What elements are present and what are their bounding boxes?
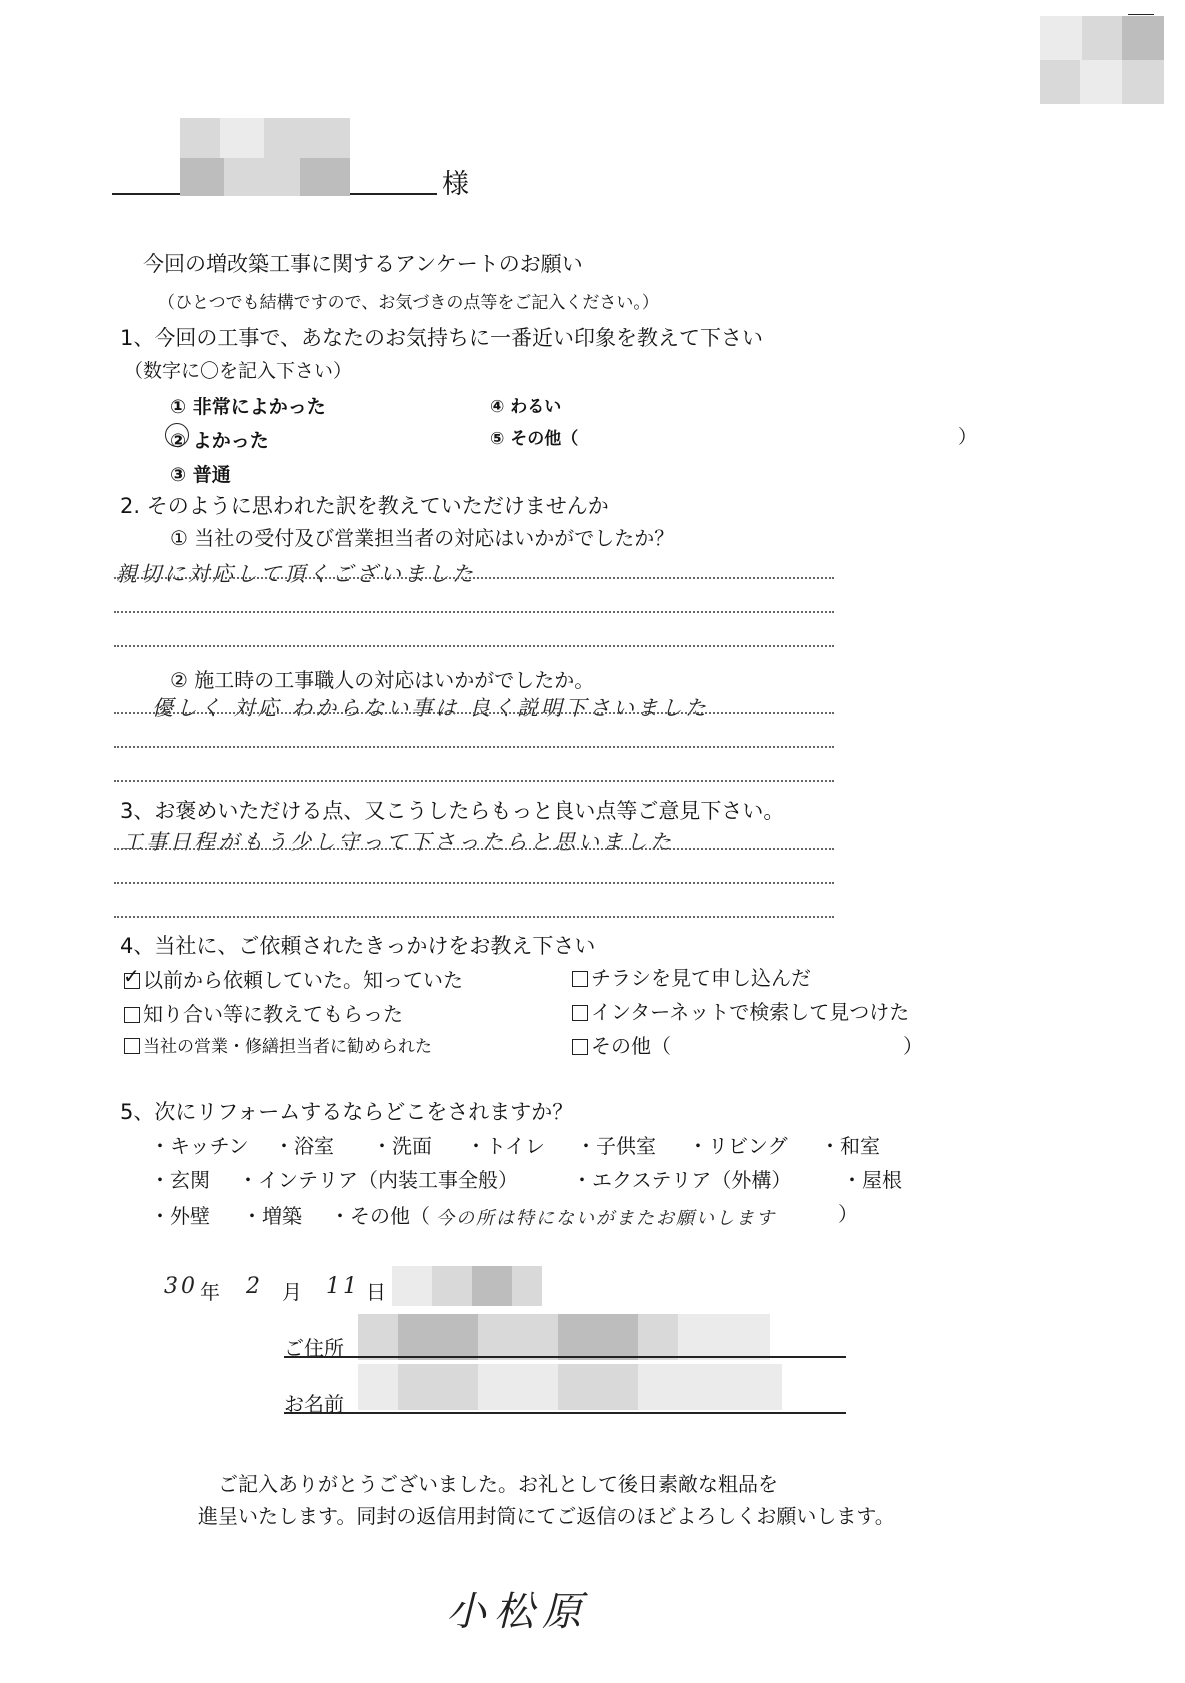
q5-item: ・リビング [688, 1134, 788, 1158]
checkbox [124, 1038, 140, 1054]
name-underline [284, 1412, 846, 1414]
q5-item: ・その他（ [330, 1204, 430, 1228]
corner-mark [1128, 14, 1154, 15]
q5-other-answer: 今の所は特にないがまたお願いします [436, 1208, 776, 1229]
q1-option-5: ⑤ その他（ [490, 429, 579, 449]
date-day: 11 [326, 1274, 360, 1299]
q5-item: ・トイレ [466, 1134, 545, 1158]
q5-item: ・和室 [820, 1134, 880, 1158]
name-label: お名前 [284, 1392, 344, 1416]
checkbox [124, 1007, 140, 1023]
q2-answer1: 親切に対応して頂くございました [116, 562, 476, 586]
q5-item: ・玄関 [150, 1168, 210, 1192]
answer-line [114, 645, 834, 647]
q4-option-sales: 当社の営業・修繕担当者に勧められた [124, 1032, 432, 1057]
q3-answer: 工事日程がもう少し守って下さったらと思いました [122, 830, 674, 854]
q4-other-close: ） [903, 1034, 923, 1058]
survey-subtitle: （ひとつでも結構ですので、お気づきの点等をご記入ください。） [158, 293, 659, 313]
honorific: 様 [442, 169, 469, 200]
answer-line [114, 882, 834, 884]
q4-option-flyer: チラシを見て申し込んだ [572, 962, 811, 991]
redacted-block-topright [1040, 16, 1164, 104]
closing-line-2: 進呈いたします。同封の返信用封筒にてご返信のほどよろしくお願いします。 [198, 1504, 895, 1528]
q5-item: ・増築 [242, 1204, 302, 1228]
q2-sub1: ① 当社の受付及び営業担当者の対応はいかがでしたか？ [170, 526, 675, 550]
date-day-unit: 日 [366, 1280, 386, 1304]
redacted-name [358, 1364, 782, 1410]
answer-line [114, 780, 834, 782]
checkbox [123, 964, 140, 989]
q2-answer2: 優しく 対応 わからない事は 良く説明下さいました [152, 696, 710, 720]
check-mark: ✓ [123, 964, 140, 988]
signature: 小松原 [446, 1589, 590, 1635]
q5-item: ・エクステリア（外構） [572, 1168, 792, 1192]
q1-instruction: （数字に〇を記入下さい） [124, 360, 353, 382]
q1-option-1: ① 非常によかった [170, 396, 326, 418]
date-month: 2 [246, 1274, 263, 1299]
q5-item: ・浴室 [274, 1134, 334, 1158]
q5-question: 5、次にリフォームするならどこをされますか？ [120, 1100, 574, 1124]
q1-option-4: ④ わるい [490, 397, 562, 417]
q4-option-acquaintance: 知り合い等に教えてもらった [124, 998, 403, 1027]
q3-question: 3、お褒めいただける点、又こうしたらもっと良い点等ご意見下さい。 [120, 799, 785, 823]
q5-item: ・インテリア（内装工事全般） [238, 1168, 518, 1192]
q1-other-close: ） [958, 426, 978, 448]
answer-line [114, 611, 834, 613]
q1-option-3: ③ 普通 [170, 464, 231, 486]
checkbox [572, 1005, 588, 1021]
q4-option-internet: インターネットで検索して見つけた [572, 996, 909, 1025]
q4-option-previous: ✓ 以前から依頼していた。知っていた [123, 964, 463, 992]
checkbox [572, 1039, 588, 1055]
q4-option-other: その他（ [572, 1030, 671, 1059]
q1-question: 1、今回の工事で、あなたのお気持ちに一番近い印象を教えて下さい [120, 326, 763, 350]
date-month-unit: 月 [282, 1280, 302, 1304]
q5-item: ・屋根 [842, 1168, 902, 1192]
q5-item: ・洗面 [372, 1134, 432, 1158]
answer-line [114, 577, 834, 579]
q5-item: ・子供室 [576, 1134, 656, 1158]
q5-other-close: ） [838, 1202, 858, 1226]
q5-item: ・外壁 [150, 1204, 210, 1228]
q2-sub2: ② 施工時の工事職人の対応はいかがでしたか。 [170, 668, 595, 692]
answer-line [114, 916, 834, 918]
date-year: 30 [164, 1274, 198, 1299]
closing-line-1: ご記入ありがとうございました。お礼として後日素敵な粗品を [218, 1472, 778, 1496]
answer-line [114, 746, 834, 748]
answer-line [114, 848, 834, 850]
redacted-address [358, 1314, 770, 1360]
address-underline [284, 1356, 846, 1358]
q1-selected-circle [165, 423, 189, 447]
q4-question: 4、当社に、ご依頼されたきっかけをお教え下さい [120, 934, 596, 958]
q2-question: 2. そのように思われた訳を教えていただけませんか [120, 494, 609, 518]
q1-option-2: ② よかった [170, 430, 269, 452]
redacted-date-extra [392, 1266, 542, 1306]
redacted-recipient-name [180, 118, 350, 196]
q5-item: ・キッチン [150, 1134, 249, 1158]
checkbox [572, 971, 588, 987]
address-label: ご住所 [284, 1336, 344, 1360]
survey-title: 今回の増改築工事に関するアンケートのお願い [143, 252, 583, 276]
answer-line [114, 712, 834, 714]
date-year-unit: 年 [200, 1280, 220, 1304]
